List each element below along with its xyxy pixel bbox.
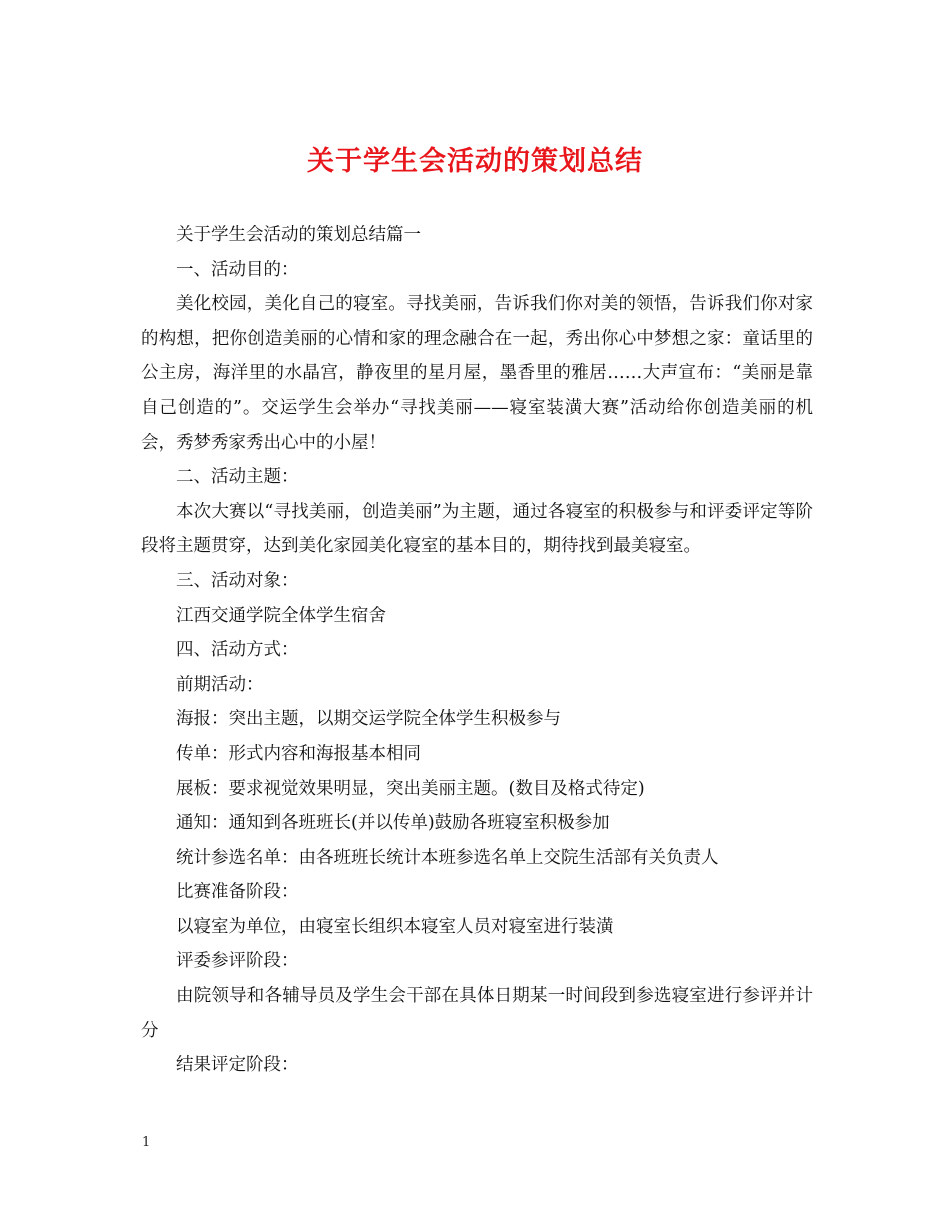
paragraph: 评委参评阶段： (176, 951, 299, 972)
paragraph: 一、活动目的： (176, 259, 299, 280)
page-number: 1 (142, 1135, 151, 1150)
paragraph: 海报：突出主题，以期交运学院全体学生积极参与 (176, 709, 561, 730)
paragraph: 结果评定阶段： (176, 1055, 299, 1076)
paragraph: 关于学生会活动的策划总结篇一 (176, 225, 421, 245)
paragraph: 四、活动方式： (176, 640, 299, 661)
paragraph: 二、活动主题： (176, 467, 299, 488)
document-body (141, 218, 813, 1083)
paragraph: 江西交通学院全体学生宿舍 (176, 605, 386, 626)
paragraph: 美化校园，美化自己的寝室。寻找美丽，告诉我们你对美的领悟，告诉我们你对家的构想，把你创造美丽的心情和家的理念融合在一起，秀出你心中梦想之家：童话里的公主房，海洋里的水晶宫，静夜里的星月屋，墨香里的雅居……大声宣布：“美丽是靠自己创造的”。交运学生会举办“寻找美丽——寝室装潢大赛”活动给你创造美丽的机会，秀梦秀家秀出心中的小屋！ (141, 294, 813, 453)
paragraph: 统计参选名单：由各班班长统计本班参选名单上交院生活部有关负责人 (176, 847, 719, 868)
paragraph: 本次大赛以“寻找美丽，创造美丽”为主题，通过各寝室的积极参与和评委评定等阶段将主题贯穿，达到美化家园美化寝室的基本目的，期待找到最美寝室。 (141, 501, 813, 557)
document-title: 关于学生会活动的策划总结 (307, 146, 643, 177)
paragraph: 三、活动对象： (176, 570, 299, 591)
paragraph: 通知：通知到各班班长(并以传单)鼓励各班寝室积极参加 (176, 813, 610, 834)
paragraph: 以寝室为单位，由寝室长组织本寝室人员对寝室进行装潢 (176, 916, 614, 937)
paragraph: 前期活动： (176, 674, 264, 695)
paragraph: 由院领导和各辅导员及学生会干部在具体日期某一时间段到参选寝室进行参评并计分 (141, 986, 813, 1041)
paragraph: 展板：要求视觉效果明显，突出美丽主题。(数目及格式待定) (176, 778, 645, 799)
paragraph: 比赛准备阶段： (176, 882, 299, 903)
paragraph: 传单：形式内容和海报基本相同 (176, 743, 421, 764)
